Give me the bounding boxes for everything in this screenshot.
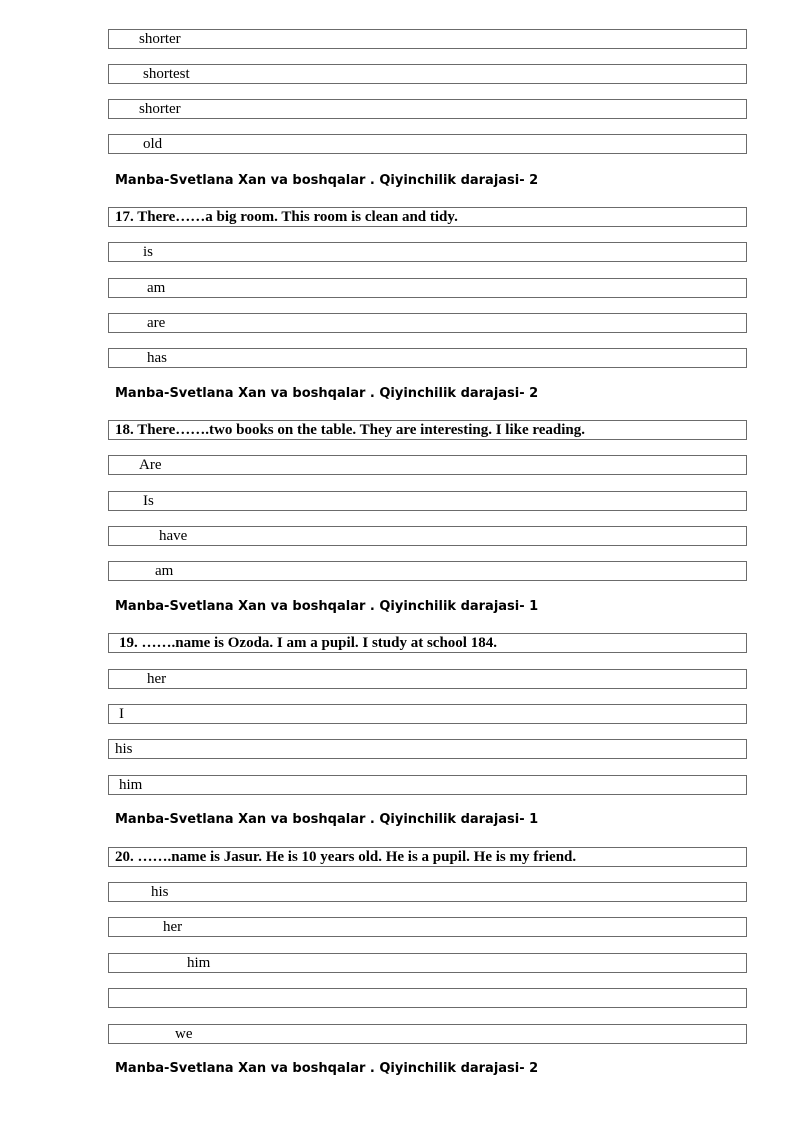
option-text: old: [143, 136, 163, 152]
option-box: [108, 134, 747, 154]
option-text: we: [175, 1026, 193, 1042]
difficulty-level: 1: [529, 599, 539, 614]
option-box: [108, 64, 747, 84]
option-box: [108, 988, 747, 1008]
option-box: [108, 99, 747, 119]
source-line: Manba-Svetlana Xan va boshqalar . Qiyinchilik darajasi- 2: [115, 386, 539, 401]
option-text: is: [143, 244, 154, 260]
question-18: [108, 420, 747, 440]
option-text: Is: [143, 493, 154, 509]
option-box: [108, 669, 747, 689]
question-20: [108, 847, 747, 867]
question-text: 18. There…….two books on the table. They are interesting. I like reading.: [115, 422, 586, 438]
option-text: has: [147, 350, 167, 366]
option-box: [108, 278, 747, 298]
option-box: [108, 242, 747, 262]
source-line: Manba-Svetlana Xan va boshqalar . Qiyinchilik darajasi- 2: [115, 173, 539, 188]
option-text: her: [147, 671, 167, 687]
source-line: Manba-Svetlana Xan va boshqalar . Qiyinchilik darajasi- 1: [115, 599, 539, 614]
difficulty-level: 2: [529, 173, 539, 188]
option-text: her: [163, 919, 183, 935]
option-box: [108, 953, 747, 973]
option-text: him: [187, 955, 211, 971]
option-text: I: [119, 706, 124, 722]
option-text: have: [159, 528, 188, 544]
option-box: [108, 775, 747, 795]
question-17: [108, 207, 747, 227]
option-box: [108, 29, 747, 49]
option-text: am: [147, 280, 166, 296]
option-box: [108, 1024, 747, 1044]
option-box: [108, 739, 747, 759]
source-line: Manba-Svetlana Xan va boshqalar . Qiyinchilik darajasi- 1: [115, 812, 539, 827]
question-text: 20. …….name is Jasur. He is 10 years old. He is a pupil. He is my friend.: [115, 849, 577, 865]
source-line: Manba-Svetlana Xan va boshqalar . Qiyinchilik darajasi- 2: [115, 1061, 539, 1076]
option-text: his: [115, 741, 133, 757]
option-box: [108, 917, 747, 937]
question-text: 19. …….name is Ozoda. I am a pupil. I study at school 184.: [119, 635, 497, 651]
option-box: [108, 455, 747, 475]
option-box: [108, 704, 747, 724]
option-box: [108, 313, 747, 333]
option-text: shortest: [143, 66, 190, 82]
question-text: 17. There……a big room. This room is clean and tidy.: [115, 209, 458, 225]
option-box: [108, 491, 747, 511]
option-text: his: [151, 884, 169, 900]
option-text: are: [147, 315, 166, 331]
option-text: am: [155, 563, 174, 579]
option-box: [108, 348, 747, 368]
question-19: [108, 633, 747, 653]
option-text: him: [119, 777, 143, 793]
option-text: shorter: [139, 31, 181, 47]
option-box: [108, 526, 747, 546]
difficulty-level: 1: [529, 812, 539, 827]
option-text: shorter: [139, 101, 181, 117]
difficulty-level: 2: [529, 1061, 539, 1076]
option-text: Are: [139, 457, 162, 473]
difficulty-level: 2: [529, 386, 539, 401]
option-box: [108, 882, 747, 902]
option-box: [108, 561, 747, 581]
